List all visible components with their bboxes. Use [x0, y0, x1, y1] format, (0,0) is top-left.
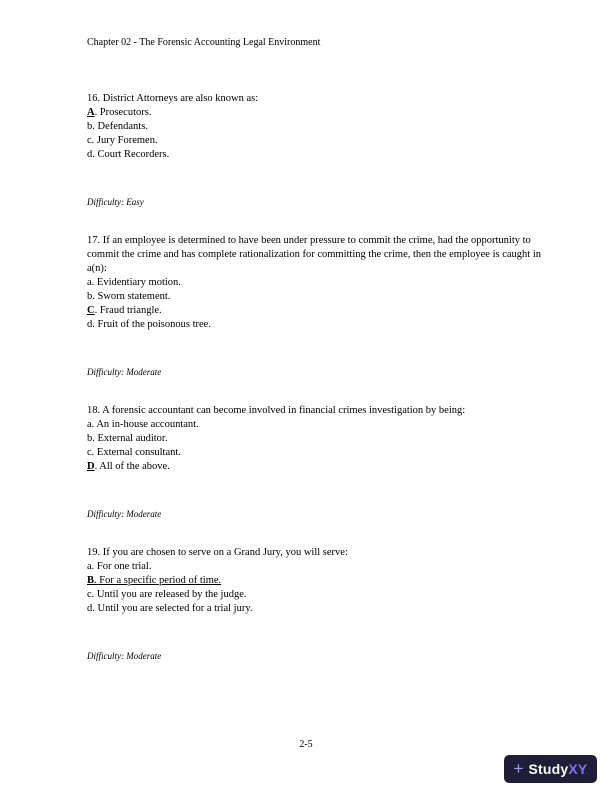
difficulty-label: Difficulty: Moderate — [87, 509, 162, 519]
answer-option — [87, 148, 542, 162]
option-letter: b — [87, 433, 93, 444]
answer-option — [87, 560, 542, 574]
chapter-header: Chapter 02 - The Forensic Accounting Legal Environment — [87, 37, 321, 48]
option-letter: b — [87, 291, 93, 302]
answer-option — [87, 588, 542, 602]
option-letter: A — [87, 107, 95, 118]
option-text: . For one trial. — [91, 561, 152, 572]
option-text: . Sworn statement. — [92, 291, 171, 302]
question-block-18 — [87, 404, 542, 520]
studyxy-logo — [504, 755, 597, 783]
brand-name-primary: Study — [528, 761, 569, 777]
option-letter: c — [87, 447, 92, 458]
answer-option — [87, 304, 542, 318]
option-letter: c — [87, 135, 92, 146]
brand-name-accent: XY — [568, 761, 588, 777]
answer-option — [87, 432, 542, 446]
option-letter: a — [87, 419, 92, 430]
option-text: . Prosecutors. — [94, 107, 152, 118]
option-letter: a — [87, 561, 92, 572]
option-letter: d — [87, 149, 93, 160]
difficulty-label: Difficulty: Moderate — [87, 651, 162, 661]
answer-option — [87, 418, 542, 432]
option-text: . Defendants. — [92, 121, 148, 132]
question-prompt: 19. If you are chosen to serve on a Grand Jury, you will serve: — [87, 547, 348, 558]
option-text: . External consultant. — [91, 447, 181, 458]
option-text: . Fruit of the poisonous tree. — [92, 319, 211, 330]
brand-name — [528, 761, 587, 777]
option-text: . An in-house accountant. — [91, 419, 199, 430]
answer-option — [87, 460, 542, 474]
option-text: . Until you are selected for a trial jury. — [92, 603, 253, 614]
option-text: . All of the above. — [94, 461, 170, 472]
question-prompt: 17. If an employee is determined to have been under pressure to commit the crime, had the opportunity to commit the crime and has complete rationalization for committing the crime, then the employee is caught in a(n): — [87, 235, 541, 274]
answer-option — [87, 574, 542, 588]
question-block-16 — [87, 92, 542, 208]
option-text: . Until you are released by the judge. — [91, 589, 247, 600]
question-block-17 — [87, 234, 542, 378]
answer-option — [87, 446, 542, 460]
question-prompt: 18. A forensic accountant can become involved in financial crimes investigation by being: — [87, 405, 466, 416]
answer-option — [87, 276, 542, 290]
option-letter: B — [87, 575, 95, 586]
option-text: . Fraud triangle. — [94, 305, 162, 316]
difficulty-label: Difficulty: Moderate — [87, 367, 162, 377]
option-letter: a — [87, 277, 92, 288]
answer-option — [87, 602, 542, 616]
option-letter: D — [87, 461, 95, 472]
plus-icon: + — [513, 759, 524, 778]
difficulty-label: Difficulty: Easy — [87, 197, 144, 207]
option-text: . Evidentiary motion. — [91, 277, 181, 288]
answer-option — [87, 120, 542, 134]
question-prompt: 16. District Attorneys are also known as: — [87, 93, 259, 104]
option-text: . Court Recorders. — [92, 149, 170, 160]
answer-option — [87, 290, 542, 304]
question-block-19 — [87, 546, 542, 662]
questions-content — [87, 92, 542, 662]
option-letter: c — [87, 589, 92, 600]
option-text: . External auditor. — [92, 433, 168, 444]
option-text: . Jury Foremen. — [91, 135, 158, 146]
answer-option — [87, 134, 542, 148]
answer-option — [87, 318, 542, 332]
option-letter: d — [87, 319, 93, 330]
answer-option — [87, 106, 542, 120]
option-text: . For a specific period of time. — [94, 575, 222, 586]
option-letter: b — [87, 121, 93, 132]
page-number: 2-5 — [299, 739, 313, 750]
option-letter: C — [87, 305, 95, 316]
option-letter: d — [87, 603, 93, 614]
